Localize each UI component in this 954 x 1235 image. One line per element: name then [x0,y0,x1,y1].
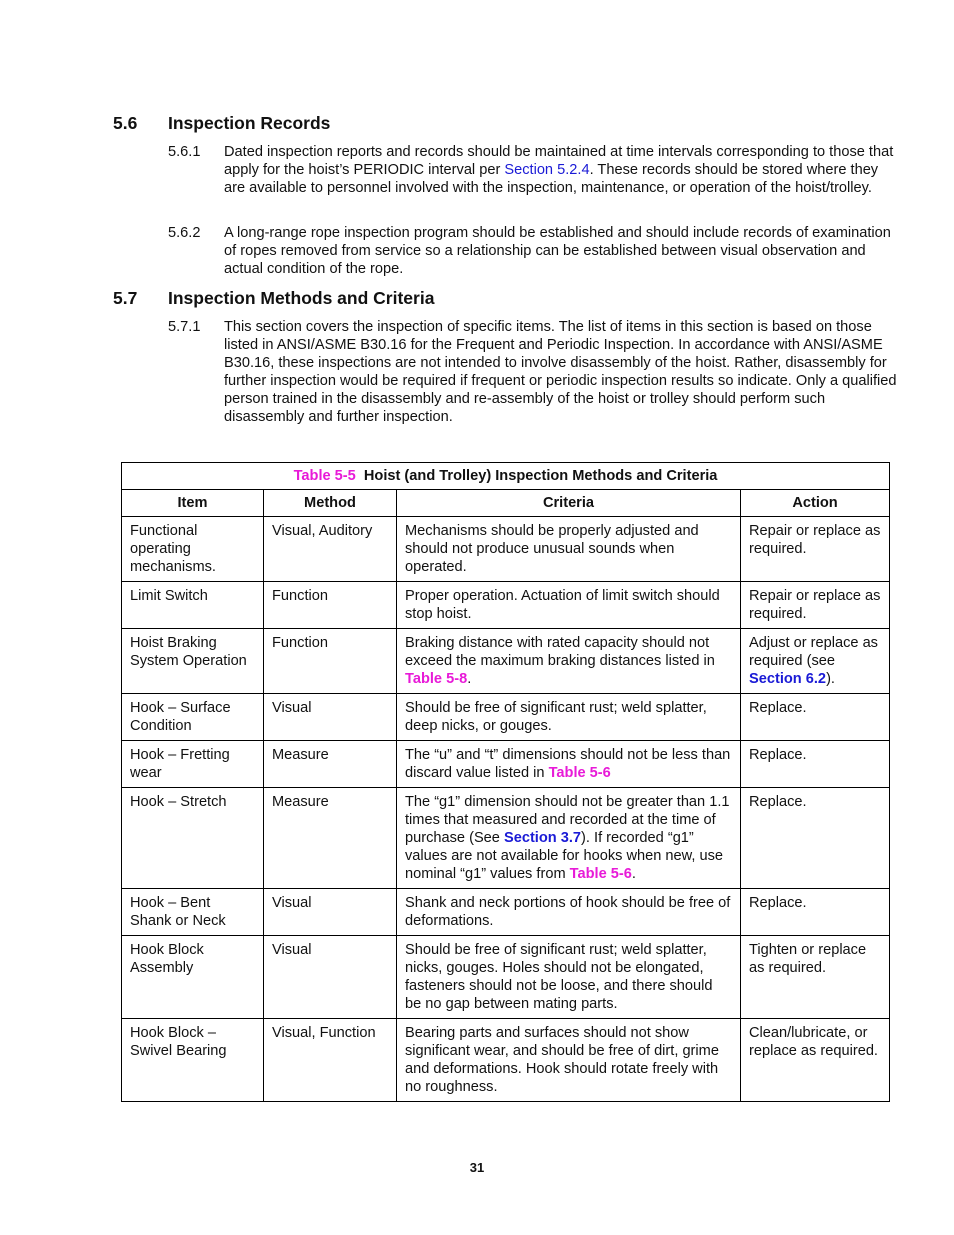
section-title: Inspection Records [168,113,331,133]
text-run: ). [826,671,835,687]
inspection-criteria-table [121,462,890,1102]
item-cell: Hook – Surface Condition [122,694,264,741]
text-run: . [467,671,472,687]
criteria-cell [397,629,741,694]
item-cell: Hook – Bent Shank or Neck [122,889,264,936]
text-run: The “u” and “t” dimensions should not be less than discard value listed in [405,747,731,781]
section-5-2-4-link[interactable]: Section 5.2.4 [504,162,590,178]
table-row [122,629,890,694]
section-heading-5-7 [113,288,434,309]
section-title: Inspection Methods and Criteria [168,288,435,308]
table-row [122,694,890,741]
table-caption-title: Hoist (and Trolley) Inspection Methods and Criteria [363,468,718,484]
table-5-6-link[interactable]: Table 5-6 [569,866,632,882]
table-row [122,936,890,1019]
text-run: ). If recorded “g1” values are not available for hooks when new, use nominal “g1” values from [405,830,724,882]
item-cell: Functional operating mechanisms. [122,517,264,582]
action-cell: Replace. [741,741,890,788]
item-cell: Hook Block Assembly [122,936,264,1019]
paragraph-number: 5.6.1 [168,144,201,160]
action-cell: Replace. [741,889,890,936]
criteria-cell [397,741,741,788]
column-header-criteria: Criteria [397,490,741,517]
column-header-method: Method [264,490,397,517]
method-cell: Function [264,629,397,694]
method-cell: Function [264,582,397,629]
text-run: The “g1” dimension should not be greater than 1.1 times that measured and recorded at the time of purchase (See [405,794,730,846]
table-caption [122,463,890,490]
page-number: 31 [469,1160,485,1175]
table-caption-row [122,463,890,490]
column-header-action: Action [741,490,890,517]
paragraph-text: A long-range rope inspection program should be established and should include records of examination of ropes removed from service so a relationship can be established between visual observation and actual condition of the rope. [224,225,891,277]
criteria-cell: Should be free of significant rust; weld splatter, nicks, gouges. Holes should not be elongated, fasteners should not be loose, and there should be no gap between mating parts. [397,936,741,1019]
item-cell: Hook – Stretch [122,788,264,889]
text-run: Dated inspection reports and records should be maintained at time intervals corresponding to those that apply for the hoist’s PERIODIC interval per [224,144,894,178]
table-row [122,889,890,936]
item-cell: Hook Block – Swivel Bearing [122,1019,264,1102]
criteria-cell: Mechanisms should be properly adjusted and should not produce unusual sounds when operated. [397,517,741,582]
text-run: Adjust or replace as required (see [749,635,878,669]
paragraph-5-7-1 [168,318,903,426]
method-cell: Visual [264,936,397,1019]
table-row [122,741,890,788]
paragraph-number: 5.7.1 [168,319,201,335]
action-cell: Clean/lubricate, or replace as required. [741,1019,890,1102]
paragraph-number: 5.6.2 [168,225,201,241]
section-number: 5.6 [113,113,138,133]
column-header-item: Item [122,490,264,517]
text-run: . These records should be stored where they are available to personnel involved with the inspection, maintenance, or operation of the hoist/trolley. [224,162,879,196]
paragraph-5-6-1 [168,143,903,197]
criteria-cell: Should be free of significant rust; weld splatter, deep nicks, or gouges. [397,694,741,741]
action-cell [741,629,890,694]
method-cell: Visual, Auditory [264,517,397,582]
section-3-7-link[interactable]: Section 3.7 [503,830,582,846]
criteria-cell: Proper operation. Actuation of limit switch should stop hoist. [397,582,741,629]
table-row [122,582,890,629]
text-run: . [631,866,636,882]
paragraph-text: This section covers the inspection of specific items. The list of items in this section is based on those listed in ANSI/ASME B30.16 for the Frequent and Periodic Inspection. In accordance with ANSI/ASME B30.16, these inspections are not intended to involve disassembly of the hoist. Rather, disassembly for further inspection would be required if frequent or periodic inspection results so indicate. Only a qualified person trained in the disassembly and re-assembly of the hoist or trolley should perform such disassembly and further inspection. [224,319,897,425]
section-number: 5.7 [113,288,138,308]
criteria-cell [397,788,741,889]
method-cell: Measure [264,788,397,889]
action-cell: Repair or replace as required. [741,582,890,629]
action-cell: Repair or replace as required. [741,517,890,582]
table-5-8-link[interactable]: Table 5-8 [405,671,468,687]
method-cell: Visual [264,694,397,741]
section-heading-5-6 [113,113,330,134]
table-caption-label: Table 5-5 [293,468,356,484]
method-cell: Visual [264,889,397,936]
table-row [122,788,890,889]
criteria-cell: Shank and neck portions of hook should be free of deformations. [397,889,741,936]
action-cell: Replace. [741,788,890,889]
table-5-6-link[interactable]: Table 5-6 [548,765,611,781]
paragraph-text [224,143,903,197]
table-header-row [122,490,890,517]
action-cell: Replace. [741,694,890,741]
item-cell: Hook – Fretting wear [122,741,264,788]
item-cell: Hoist Braking System Operation [122,629,264,694]
criteria-cell: Bearing parts and surfaces should not show significant wear, and should be free of dirt, grime and deformations. Hook should rotate freely with no roughness. [397,1019,741,1102]
method-cell: Measure [264,741,397,788]
method-cell: Visual, Function [264,1019,397,1102]
table-row [122,517,890,582]
section-6-2-link[interactable]: Section 6.2 [749,671,827,687]
table-row [122,1019,890,1102]
action-cell: Tighten or replace as required. [741,936,890,1019]
text-run: Braking distance with rated capacity should not exceed the maximum braking distances listed in [405,635,715,669]
item-cell: Limit Switch [122,582,264,629]
paragraph-5-6-2 [168,224,903,278]
